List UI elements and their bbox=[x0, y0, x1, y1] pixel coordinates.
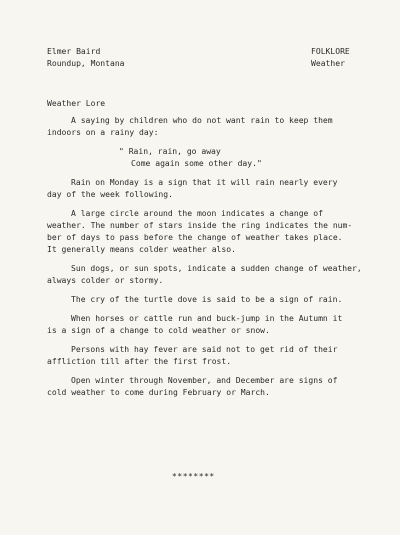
author-location: Roundup, Montana bbox=[47, 59, 125, 68]
paragraph-gap bbox=[47, 139, 367, 146]
paragraph-line: Rain on Monday is a sign that it will rain nearly every bbox=[71, 178, 338, 187]
paragraph bbox=[47, 344, 367, 368]
paragraph bbox=[47, 115, 367, 139]
paragraph-line: ber of days to pass before the change of weather takes place. bbox=[47, 233, 343, 242]
paragraph-line: always colder or stormy. bbox=[47, 276, 164, 285]
document-body bbox=[47, 115, 367, 399]
paragraph bbox=[47, 146, 367, 170]
paragraph-line: A saying by children who do not want rain to keep them bbox=[71, 116, 333, 125]
paragraph-gap bbox=[47, 256, 367, 263]
paragraph bbox=[47, 294, 367, 306]
end-mark: ******** bbox=[172, 472, 215, 481]
paragraph-line: is a sign of a change to cold weather or snow. bbox=[47, 326, 270, 335]
paragraph-gap bbox=[47, 368, 367, 375]
paragraph-gap bbox=[47, 287, 367, 294]
author-name: Elmer Baird bbox=[47, 47, 101, 56]
paragraph-line: A large circle around the moon indicates a change of bbox=[71, 209, 323, 218]
paragraph-line: The cry of the turtle dove is said to be a sign of rain. bbox=[71, 295, 343, 304]
paragraph-line: It generally means colder weather also. bbox=[47, 245, 236, 254]
paragraph-gap bbox=[47, 201, 367, 208]
quote-line: Come again some other day." bbox=[131, 159, 262, 168]
paragraph bbox=[47, 263, 367, 287]
paragraph-line: Sun dogs, or sun spots, indicate a sudden change of weather, bbox=[71, 264, 362, 273]
paragraph bbox=[47, 375, 367, 399]
subject-label: Weather bbox=[311, 59, 345, 68]
document-title: Weather Lore bbox=[47, 99, 106, 108]
quote-line: " Rain, rain, go away bbox=[119, 147, 221, 156]
paragraph-line: When horses or cattle run and buck-jump in the Autumn it bbox=[71, 314, 343, 323]
paragraph-line: Persons with hay fever are said not to get rid of their bbox=[71, 345, 338, 354]
paragraph-line: day of the week following. bbox=[47, 190, 173, 199]
header-left bbox=[47, 46, 125, 70]
paragraph bbox=[47, 177, 367, 201]
paragraph bbox=[47, 208, 367, 256]
paragraph-line: indoors on a rainy day: bbox=[47, 128, 159, 137]
paragraph-line: weather. The number of stars inside the ring indicates the num- bbox=[47, 221, 353, 230]
category-label: FOLKLORE bbox=[311, 47, 350, 56]
paragraph bbox=[47, 313, 367, 337]
paragraph-gap bbox=[47, 337, 367, 344]
paragraph-gap bbox=[47, 306, 367, 313]
paragraph-line: affliction till after the first frost. bbox=[47, 357, 232, 366]
paragraph-line: cold weather to come during February or March. bbox=[47, 388, 270, 397]
paragraph-line: Open winter through November, and December are signs of bbox=[71, 376, 338, 385]
paragraph-gap bbox=[47, 170, 367, 177]
header-right bbox=[311, 46, 350, 70]
